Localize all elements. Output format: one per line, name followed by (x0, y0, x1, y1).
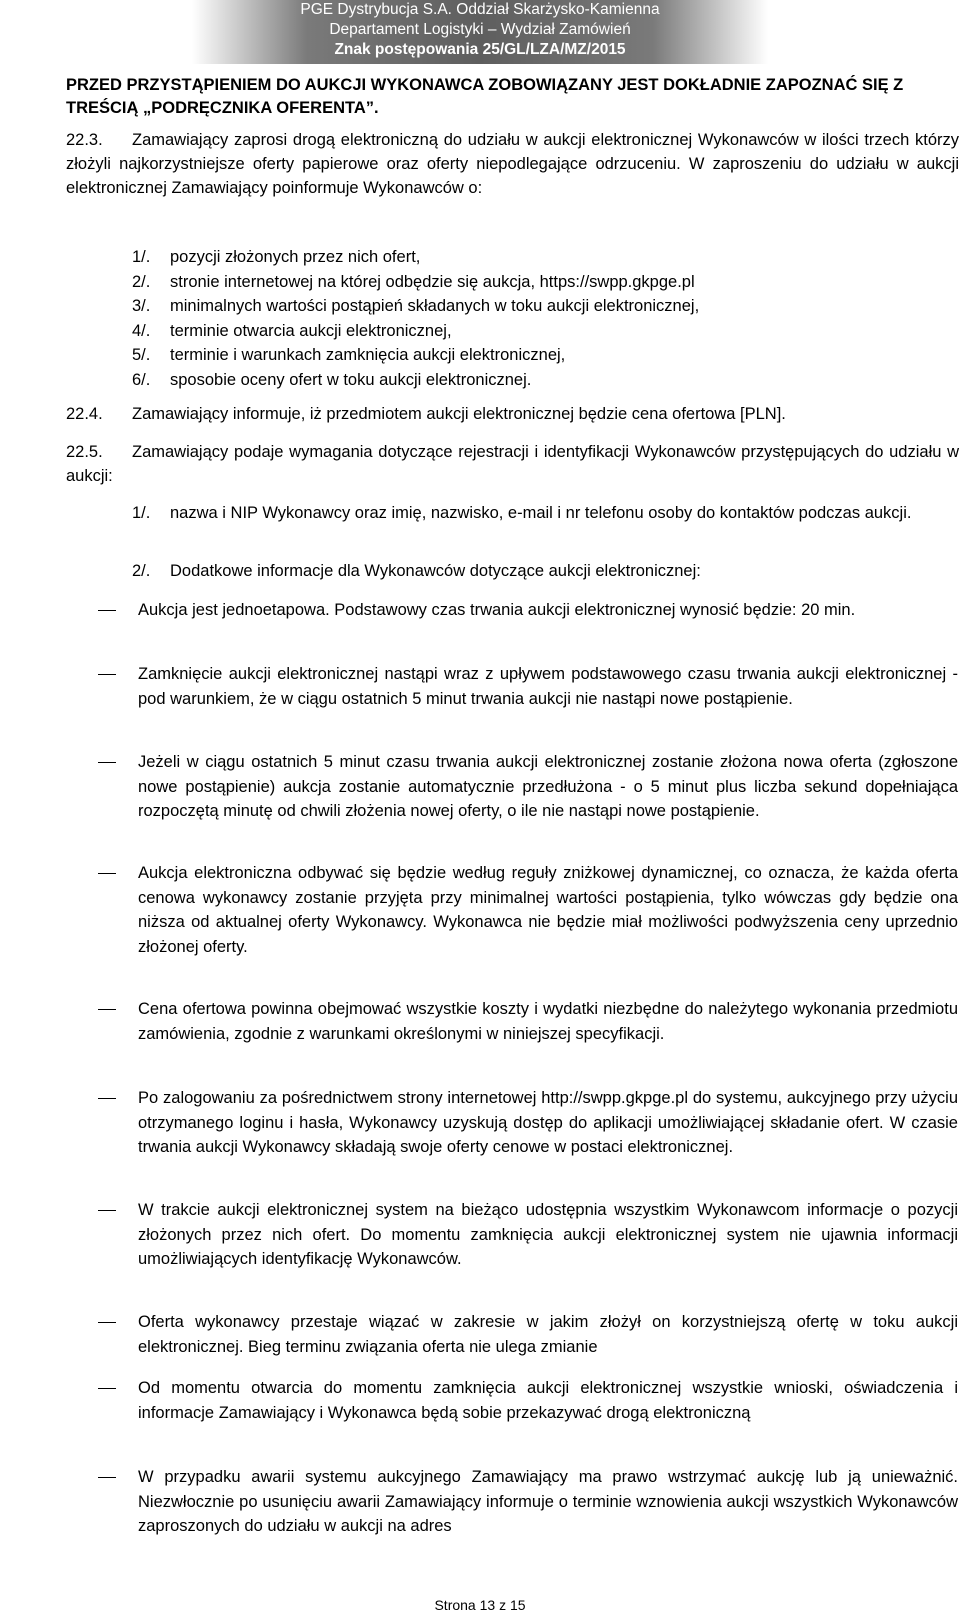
page-header (0, 0, 960, 64)
dash-marker (98, 1210, 116, 1211)
bullet-item: Po zalogowaniu za pośrednictwem strony internetowej http://swpp.gkpge.pl do systemu, aukcyjnego przy użyciu otrzymanego loginu i hasła, Wykonawcy uzyskują dostęp do aplikacji umożliwiającej składanie ofert. W czasie trwania aukcji Wykonawcy składają swoje oferty cenowe w postaci elektronicznej. (98, 1086, 958, 1160)
section-22-3 (66, 128, 959, 200)
requirement-item-2: 2/. Dodatkowe informacje dla Wykonawców dotyczące aukcji elektronicznej: (132, 562, 701, 580)
bullet-item: Zamknięcie aukcji elektronicznej nastąpi wraz z upływem podstawowego czasu trwania aukcji elektronicznej - pod warunkiem, że w ciągu ostatnich 5 minut trwania aukcji nie nastąpi nowe postąpienie. (98, 662, 958, 711)
list-item: 5/. terminie i warunkach zamknięcia aukcji elektronicznej, (132, 346, 566, 364)
header-company: PGE Dystrybucja S.A. Oddział Skarżysko-Kamienna (300, 1, 660, 18)
page-number: Strona 13 z 15 (434, 1597, 526, 1613)
bullet-item: W trakcie aukcji elektronicznej system na bieżąco udostępnia wszystkim Wykonawcom informacje o pozycji złożonych przez nich ofert. Do momentu zamknięcia aukcji elektronicznej system nie ujawnia informacji umożliwiających identyfikację Wykonawców. (98, 1198, 958, 1272)
bullet-item: Cena ofertowa powinna obejmować wszystkie koszty i wydatki niezbędne do należytego wykonania przedmiotu zamówienia, zgodnie z warunkami określonymi w niniejszej specyfikacji. (98, 997, 958, 1046)
dash-marker (98, 610, 116, 611)
dash-marker (98, 1098, 116, 1099)
warning-notice: PRZED PRZYSTĄPIENIEM DO AUKCJI WYKONAWCA ZOBOWIĄZANY JEST DOKŁADNIE ZAPOZNAĆ SIĘ Z TREŚCIĄ „PODRĘCZNIKA OFERENTA”. (66, 76, 904, 117)
invitation-items-list (132, 245, 960, 392)
list-item: 2/. stronie internetowej na której odbędzie się aukcja, https://swpp.gkpge.pl (132, 272, 695, 291)
bullet-item: Aukcja jest jednoetapowa. Podstawowy czas trwania aukcji elektronicznej wynosić będzie: 20 min. (98, 598, 958, 623)
bullet-item: Jeżeli w ciągu ostatnich 5 minut czasu trwania aukcji elektronicznej zostanie złożona nowa oferta (zgłoszone nowe postąpienie) aukcja zostanie automatycznie przedłużona - o 5 minut plus liczba sekund dopełniająca rozpoczętą minutę od chwili złożenia nowej oferty, o ile nie nastąpi nowe postąpienie. (98, 750, 958, 824)
list-item: 4/. terminie otwarcia aukcji elektronicznej, (132, 321, 452, 340)
requirement-item-1: 1/. nazwa i NIP Wykonawcy oraz imię, nazwisko, e-mail i nr telefonu osoby do kontaktów podczas aukcji. (132, 504, 912, 522)
list-item: 1/. pozycji złożonych przez nich ofert, (132, 248, 421, 266)
section-text: Zamawiający zaprosi drogą elektroniczną do udziału w aukcji elektronicznej Wykonawców w ilości trzech którzy złożyli najkorzystniejsze oferty papierowe oraz oferty niepodlegające odrzuceniu. W zaproszeniu do udziału w aukcji elektronicznej Zamawiający poinformuje Wykonawców o: (66, 131, 959, 197)
bullet-item: Aukcja elektroniczna odbywać się będzie według reguły zniżkowej dynamicznej, co oznacza, że każda oferta cenowa wykonawcy zostanie przyjęta przy minimalnej wartości postąpienia, tylko wówczas gdy będzie ona niższa od aktualnej oferty Wykonawcy. Wykonawca nie będzie miał możliwości podwyższenia ceny uprzednio złożonej oferty. (98, 861, 958, 959)
section-number: 22.4. (66, 405, 103, 423)
section-number: 22.3. (66, 131, 103, 149)
dash-marker (98, 1322, 116, 1323)
dash-marker (98, 1009, 116, 1010)
section-22-5 (66, 440, 959, 488)
section-text: Zamawiający podaje wymagania dotyczące rejestracji i identyfikacji Wykonawców przystępujących do udziału w aukcji: (66, 443, 959, 485)
dash-marker (98, 762, 116, 763)
list-item: 3/. minimalnych wartości postąpień składanych w toku aukcji elektronicznej, (132, 297, 700, 315)
section-number: 22.5. (66, 443, 103, 461)
dash-marker (98, 1388, 116, 1389)
section-22-4 (66, 402, 959, 426)
header-reference: Znak postępowania 25/GL/LZA/MZ/2015 (334, 41, 626, 58)
header-department: Departament Logistyki – Wydział Zamówień (329, 21, 631, 38)
bullet-item: Oferta wykonawcy przestaje wiązać w zakresie w jakim złożył on korzystniejszą ofertę w toku aukcji elektronicznej. Bieg terminu związania oferta nie ulega zmianie (98, 1310, 958, 1359)
section-text: Zamawiający informuje, iż przedmiotem aukcji elektronicznej będzie cena ofertowa [PLN]. (132, 405, 786, 423)
dash-marker (98, 873, 116, 874)
dash-marker (98, 1477, 116, 1478)
bullet-item: W przypadku awarii systemu aukcyjnego Zamawiający ma prawo wstrzymać aukcję lub ją unieważnić. Niezwłocznie po usunięciu awarii Zamawiający informuje o terminie wznowienia aukcji wszystkich Wykonawców zaproszonych do udziału w aukcji na adres (98, 1465, 958, 1539)
bullet-item: Od momentu otwarcia do momentu zamknięcia aukcji elektronicznej wszystkie wnioski, oświadczenia i informacje Zamawiający i Wykonawca będą sobie przekazywać drogą elektroniczną (98, 1376, 958, 1425)
dash-marker (98, 674, 116, 675)
list-item: 6/. sposobie oceny ofert w toku aukcji elektronicznej. (132, 370, 532, 389)
